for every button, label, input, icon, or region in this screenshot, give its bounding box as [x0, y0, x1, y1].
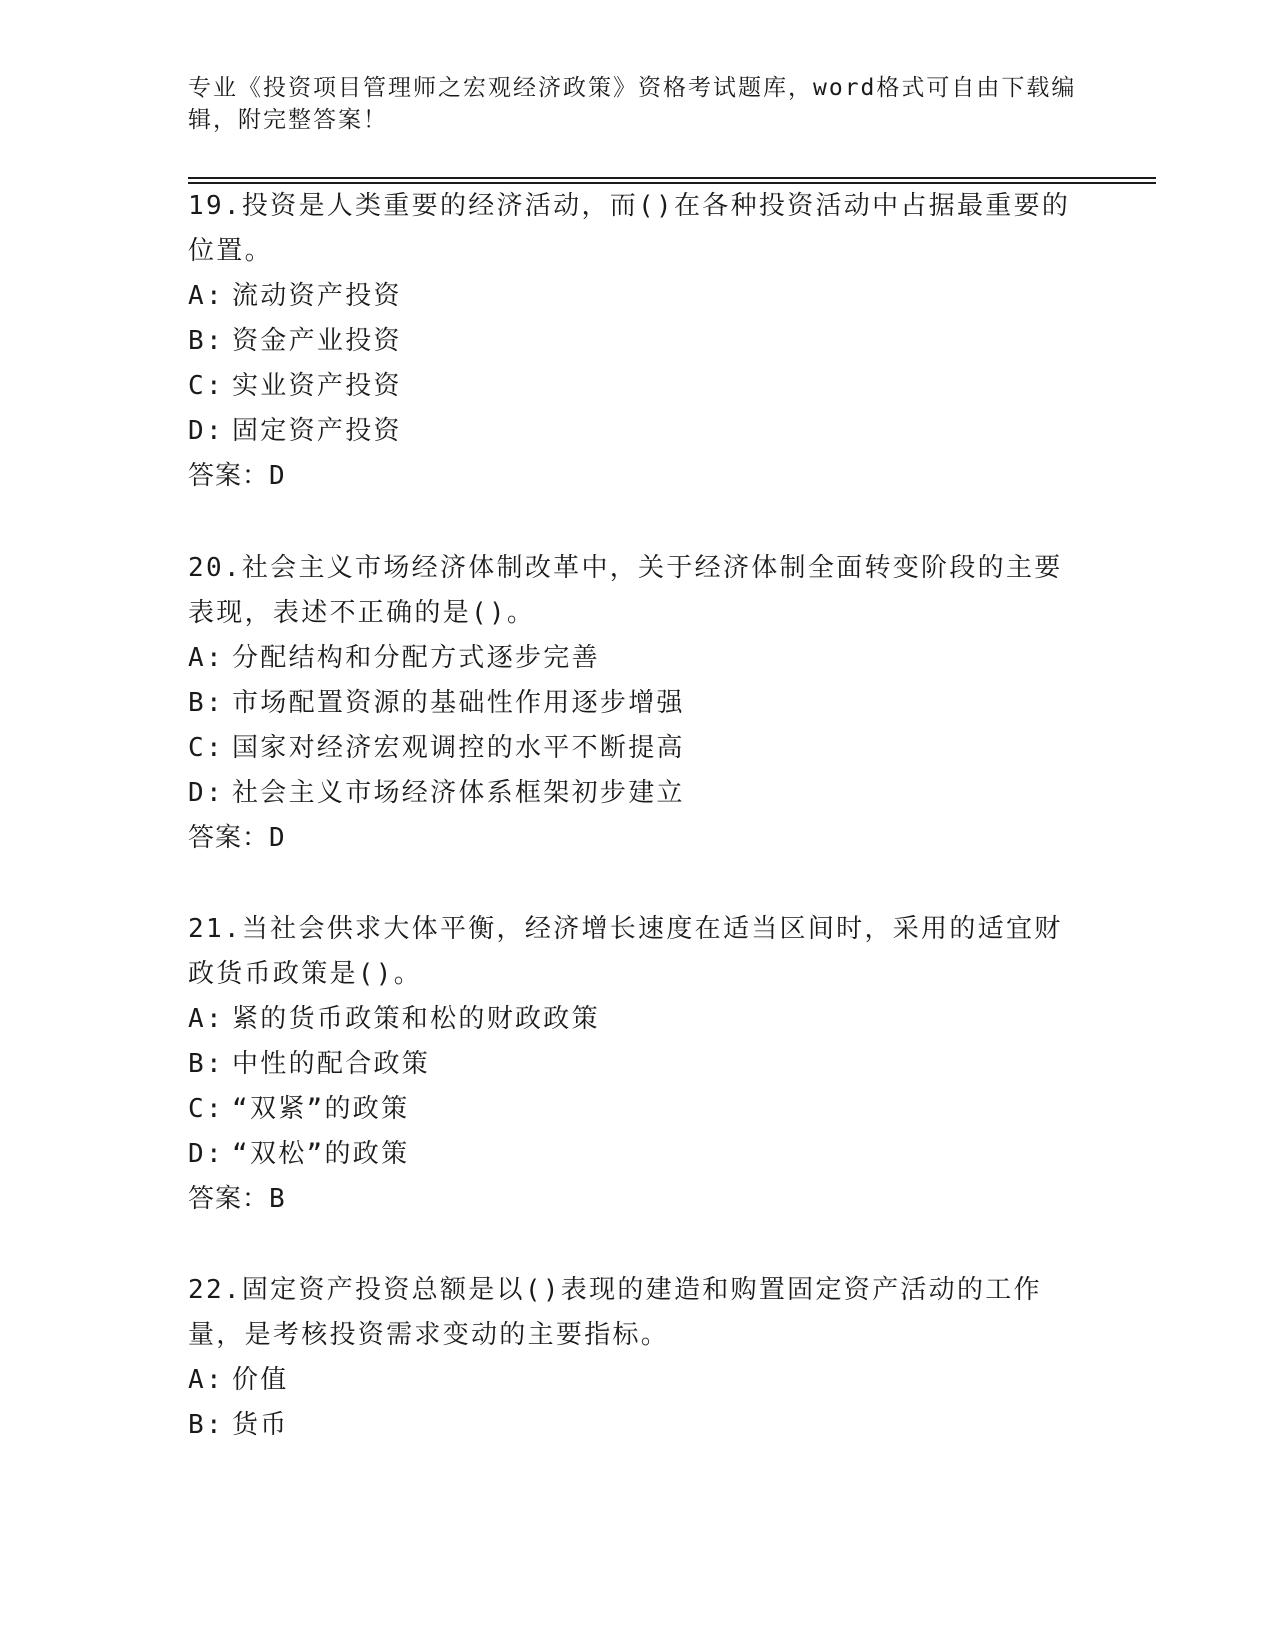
- answer-value: D: [269, 823, 286, 853]
- option-letter: A:: [188, 281, 224, 311]
- question-22: [188, 1268, 1088, 1448]
- option-letter: D:: [188, 416, 224, 446]
- option-a: [188, 1358, 1088, 1403]
- question-19: [188, 184, 1088, 499]
- option-d: [188, 409, 1088, 454]
- option-letter: C:: [188, 733, 224, 763]
- option-text: “双松”的政策: [232, 1139, 410, 1169]
- option-letter: B:: [188, 1410, 224, 1440]
- option-text: “双紧”的政策: [232, 1094, 410, 1124]
- option-text: 市场配置资源的基础性作用逐步增强: [232, 688, 685, 718]
- option-letter: C:: [188, 1094, 224, 1124]
- question-21: [188, 907, 1088, 1222]
- answer-label: 答案：: [188, 823, 270, 853]
- option-text: 社会主义市场经济体系框架初步建立: [232, 778, 685, 808]
- option-text: 货币: [232, 1410, 289, 1440]
- answer-value: D: [269, 461, 286, 491]
- answer-line: [188, 1177, 1088, 1222]
- option-letter: A:: [188, 1004, 224, 1034]
- option-b: [188, 1403, 1088, 1448]
- answer-label: 答案：: [188, 1184, 270, 1214]
- answer-line: [188, 816, 1088, 861]
- option-text: 国家对经济宏观调控的水平不断提高: [232, 733, 685, 763]
- question-stem: 21.当社会供求大体平衡，经济增长速度在适当区间时，采用的适宜财政货币政策是()。: [188, 914, 1063, 989]
- option-text: 固定资产投资: [232, 416, 402, 446]
- question-stem: 19.投资是人类重要的经济活动，而()在各种投资活动中占据最重要的位置。: [188, 191, 1071, 266]
- option-b: [188, 681, 1088, 726]
- option-a: [188, 997, 1088, 1042]
- option-b: [188, 1042, 1088, 1087]
- answer-value: B: [269, 1184, 286, 1214]
- question-stem: 20.社会主义市场经济体制改革中，关于经济体制全面转变阶段的主要表现，表述不正确的是()。: [188, 553, 1063, 628]
- option-a: [188, 636, 1088, 681]
- option-d: [188, 771, 1088, 816]
- option-letter: B:: [188, 1049, 224, 1079]
- option-a: [188, 274, 1088, 319]
- option-d: [188, 1132, 1088, 1177]
- option-text: 紧的货币政策和松的财政政策: [232, 1004, 600, 1034]
- option-letter: B:: [188, 326, 224, 356]
- document-header: 专业《投资项目管理师之宏观经济政策》资格考试题库，word格式可自由下载编辑，附完整答案！: [188, 75, 1077, 133]
- option-c: [188, 1087, 1088, 1132]
- option-c: [188, 364, 1088, 409]
- option-text: 分配结构和分配方式逐步完善: [232, 643, 600, 673]
- option-c: [188, 726, 1088, 771]
- option-letter: D:: [188, 1139, 224, 1169]
- option-letter: B:: [188, 688, 224, 718]
- option-letter: C:: [188, 371, 224, 401]
- option-text: 中性的配合政策: [232, 1049, 431, 1079]
- option-letter: A:: [188, 1365, 224, 1395]
- option-text: 流动资产投资: [232, 281, 402, 311]
- option-b: [188, 319, 1088, 364]
- option-letter: A:: [188, 643, 224, 673]
- header-divider-thick: [188, 177, 1156, 179]
- answer-label: 答案：: [188, 461, 270, 491]
- answer-line: [188, 454, 1088, 499]
- question-stem: 22.固定资产投资总额是以()表现的建造和购置固定资产活动的工作量，是考核投资需求变动的主要指标。: [188, 1275, 1042, 1350]
- question-20: [188, 546, 1088, 861]
- option-text: 价值: [232, 1365, 289, 1395]
- option-text: 资金产业投资: [232, 326, 402, 356]
- option-text: 实业资产投资: [232, 371, 402, 401]
- option-letter: D:: [188, 778, 224, 808]
